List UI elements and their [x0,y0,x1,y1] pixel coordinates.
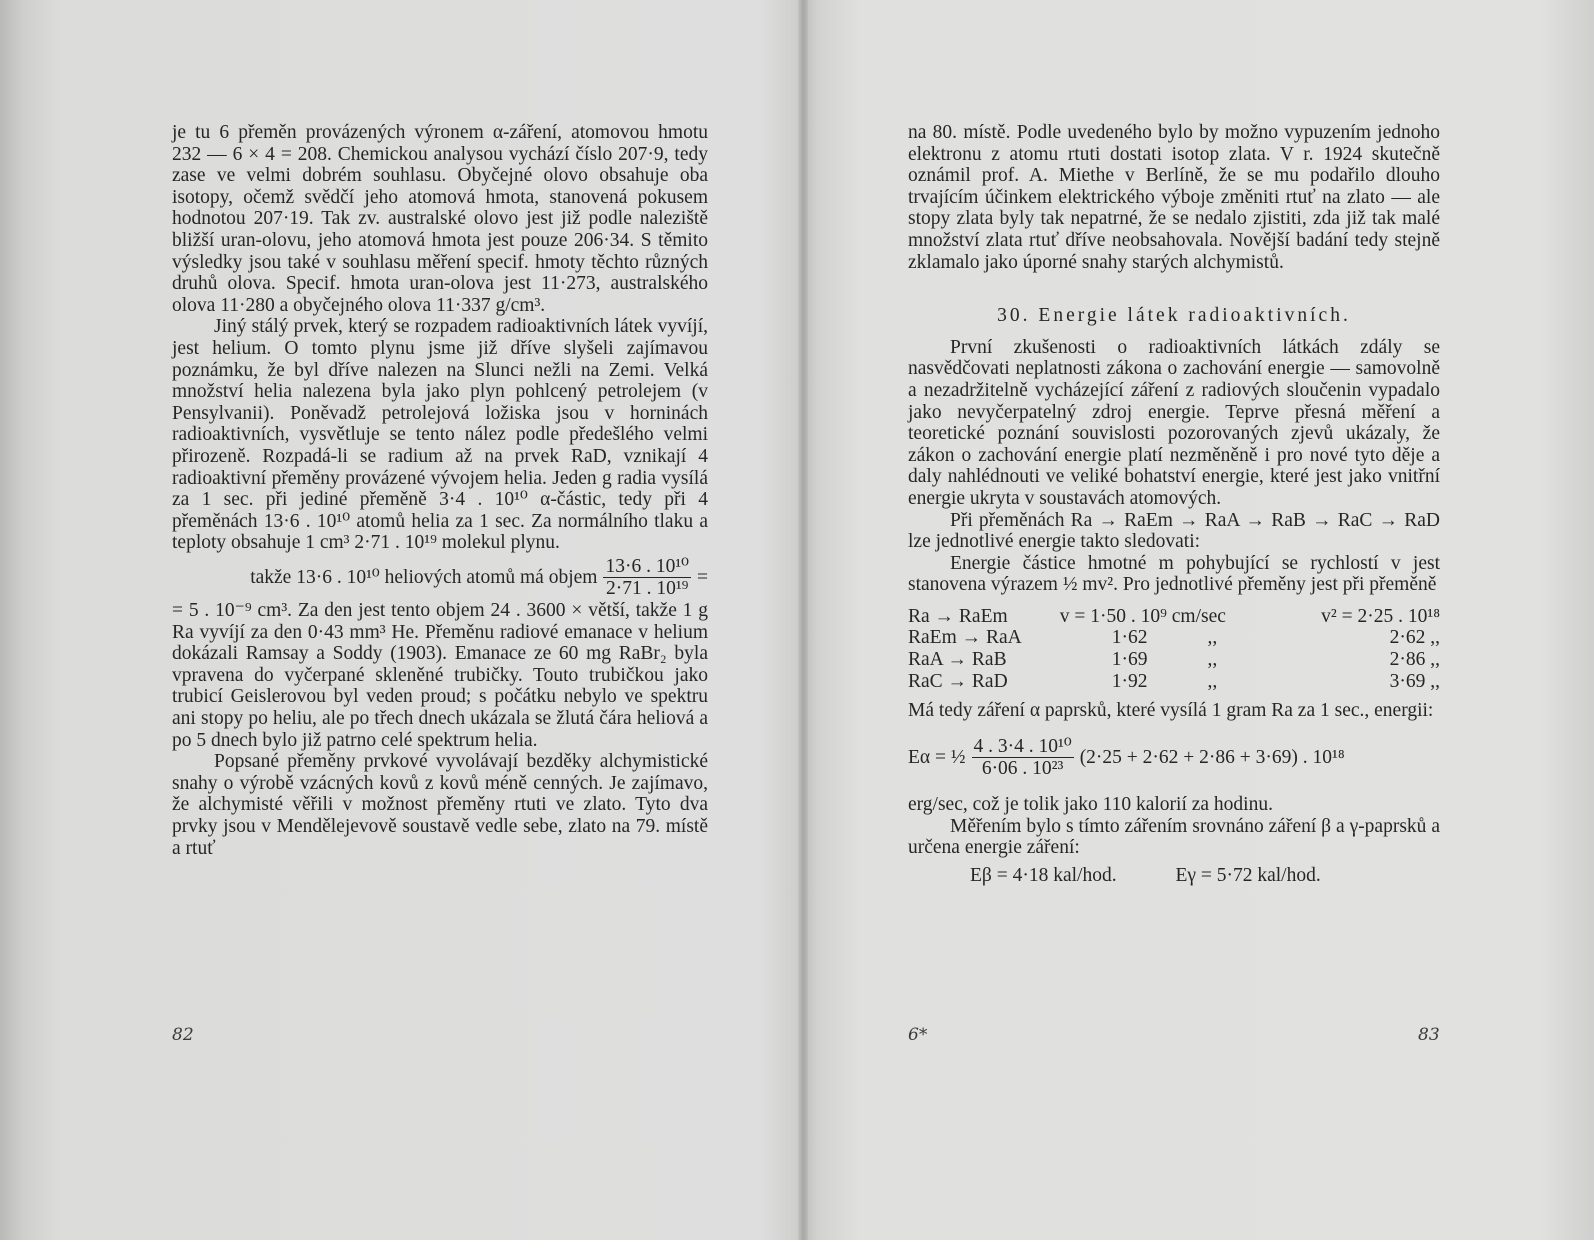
transformation-table [908,606,1440,692]
reaction-cell: RaC → RaD [908,670,1008,692]
ditto-mark: ,, [1430,627,1440,649]
velocity-squared-cell: v² = 2·25 . 10¹⁸ [1321,605,1440,627]
table-row [908,671,1440,693]
equation-rhs: (2·25 + 2·62 + 2·86 + 3·69) . 10¹⁸ [1079,747,1345,769]
equation-fraction [972,736,1074,780]
gamma-energy: Eγ = 5·72 kal/hod. [1175,864,1321,886]
velocity-squared-cell [1281,671,1440,693]
left-equation [172,556,708,600]
equation-lead: takže 13·6 . 10¹⁰ heliových atomů má objem [250,567,598,589]
equation-denominator: 6·06 . 10²³ [981,758,1064,780]
book-gutter [798,0,808,1240]
equation-fraction [603,556,691,600]
equation-equals: = [697,567,708,589]
signature-mark: 6* [908,1025,928,1045]
table-row [908,649,1440,671]
right-paragraph-7: Měřením bylo s tímto zářením srovnáno záření β a γ-paprsků a určena energie záření: [908,815,1440,859]
equation-lhs: Eα = ½ [908,747,966,769]
velocity-cell [1060,627,1282,649]
right-page [908,122,1440,886]
ditto-mark: ,, [1207,649,1218,671]
equation-numerator: 13·6 . 10¹⁰ [605,555,689,577]
ditto-mark: ,, [1207,670,1218,692]
velocity-squared-cell [1281,649,1440,671]
page-number-left: 82 [172,1025,194,1045]
reaction-cell: Ra → RaEm [908,605,1008,627]
velocity-squared-value: 2·86 [1389,649,1426,671]
reaction-cell: RaA → RaB [908,649,1007,671]
velocity-cell: v = 1·50 . 10⁹ cm/sec [1059,605,1226,627]
ditto-mark: ,, [1207,627,1218,649]
equation-numerator: 4 . 3·4 . 10¹⁰ [973,735,1072,757]
ditto-mark: ,, [1430,670,1440,692]
velocity-value: 1·69 [1111,649,1148,671]
velocity-cell [1060,649,1282,671]
left-paragraph-1: je tu 6 přeměn provázených výronem α-záření, atomovou hmotu 232 — 6 × 4 = 208. Chemickou analysou vychází číslo 207·9, tedy zase ve velmi dobrém souhlasu. Obyčejné olovo obsahuje oba isotopy, očemž svědčí jeho atomová hmota, stanovená pokusem hodnotou 207·19. Tak zv. australské olovo jest již podle naleziště bližší uran-olovu, jeho atomová hmota jest pouze 206·34. S těmito výsledky jsou také v souhlasu měření specif. hmoty těchto různých druhů olova. Specif. hmota uran-olova jest 11·273, australského olova 11·280 a obyčejného olova 11·337 g/cm³. [172,122,708,316]
velocity-value: 1·92 [1111,670,1148,692]
beta-energy: Eβ = 4·18 kal/hod. [970,864,1117,886]
velocity-squared-cell [1281,627,1440,649]
left-paragraph-3: = 5 . 10⁻⁹ cm³. Za den jest tento objem 24 . 3600 × větší, takže 1 g Ra vyvíjí za den 0·43 mm³ He. Přeměnu radiové emanace v helium dokázali Ramsay a Soddy (1903). Emanace ze 60 mg RaBr₂ byla vpravena do vyčerpané skleněné trubičky. Touto trubičkou jako trubicí Geislerovou byl veden proud; s počátku nebylo ve spektru ani stopy po heliu, ale po třech dnech ukázala se žlutá čára heliová a po 5 dnech bylo již patrno celé spektrum helia. [172,600,708,751]
beta-gamma-energies [908,865,1440,887]
table-row [908,606,1440,628]
right-paragraph-5: Má tedy záření α paprsků, které vysílá 1 gram Ra za 1 sec., energii: [908,700,1434,722]
velocity-value: 1·62 [1111,627,1148,649]
right-paragraph-3: Při přeměnách Ra → RaEm → RaA → RaB → RaC → RaD lze jednotlivé energie takto sledovati: [908,509,1440,553]
velocity-squared-value: 3·69 [1389,670,1426,692]
section-heading: 30. Energie látek radioaktivních. [997,305,1351,327]
page-number-right: 83 [1418,1025,1440,1045]
left-page [172,122,708,859]
right-paragraph-4: Energie částice hmotné m pohybující se rychlostí v jest stanovena výrazem ½ mv². Pro jednotlivé přeměny jest při přeměně [908,552,1440,596]
alpha-energy-equation [908,736,1440,780]
velocity-squared-value: 2·62 [1389,627,1426,649]
table-row [908,627,1440,649]
reaction-cell: RaEm → RaA [908,627,1022,649]
equation-denominator: 2·71 . 10¹⁹ [605,578,689,600]
left-paragraph-2: Jiný stálý prvek, který se rozpadem radioaktivních látek vyvíjí, jest helium. O tomto plynu jsme již dříve slyšeli zajímavou poznámku, že byl dříve nalezen na Slunci nežli na Zemi. Velká množství helia nalezena byla jako plyn pohlcený petrolejem (v Pensylvanii). Poněvadž petrolejová ložiska jsou v horninách radioaktivních, vysvětluje se tento nález podle předešlého velmi přirozeně. Rozpadá-li se radium až na prvek RaD, vznikají 4 radioaktivní přeměny provázené vývojem helia. Jeden g radia vysílá za 1 sec. při jediné přeměně 3·4 . 10¹⁰ α-částic, tedy při 4 přeměnách 13·6 . 10¹⁰ atomů helia za 1 sec. Za normálního tlaku a teploty obsahuje 1 cm³ 2·71 . 10¹⁹ molekul plynu. [172,316,708,554]
left-paragraph-4: Popsané přeměny prvkové vyvolávají bezděky alchymistické snahy o výrobě vzácných kovů z kovů méně cenných. Je zajímavo, že alchymisté věřili v možnost přeměny rtuti ve zlato. Tyto dva prvky jsou v Mendělejevově soustavě vedle sebe, zlato na 79. místě a rtuť [172,751,708,859]
velocity-cell [1060,671,1282,693]
right-paragraph-2: První zkušenosti o radioaktivních látkách zdály se nasvědčovati neplatnosti zákona o zachování energie — samovolně a nezadržitelně vycházející záření z radiových sloučenin vypadalo jako nevyčerpatelný zdroj energie. Teprve přesná měření a teoretické poznání souvislosti pozorovaných zjevů ukázaly, že zákon o zachování energie platí nezměněně i pro nové tyto děje a daly nahlédnouti ve veliké bohatství energie, které jest jako vnitřní energie ukryta v soustavách atomových. [908,336,1440,509]
ditto-mark: ,, [1430,649,1440,671]
right-paragraph-6: erg/sec, což je tolik jako 110 kalorií za hodinu. [908,794,1273,816]
right-paragraph-1: na 80. místě. Podle uvedeného bylo by možno vypuzením jednoho elektronu z atomu rtuti dostati isotop zlata. V r. 1924 skutečně oznámil prof. A. Miethe v Berlíně, že se mu podařilo dlouho trvajícím účinkem elektrického výboje změniti rtuť na zlato — ale stopy zlata byly tak nepatrné, že se nedalo zjistiti, zda již tak malé množství zlata rtuť dříve neobsahovala. Novější badání tedy stejně zklamalo jako úporné snahy starých alchymistů. [908,122,1440,273]
